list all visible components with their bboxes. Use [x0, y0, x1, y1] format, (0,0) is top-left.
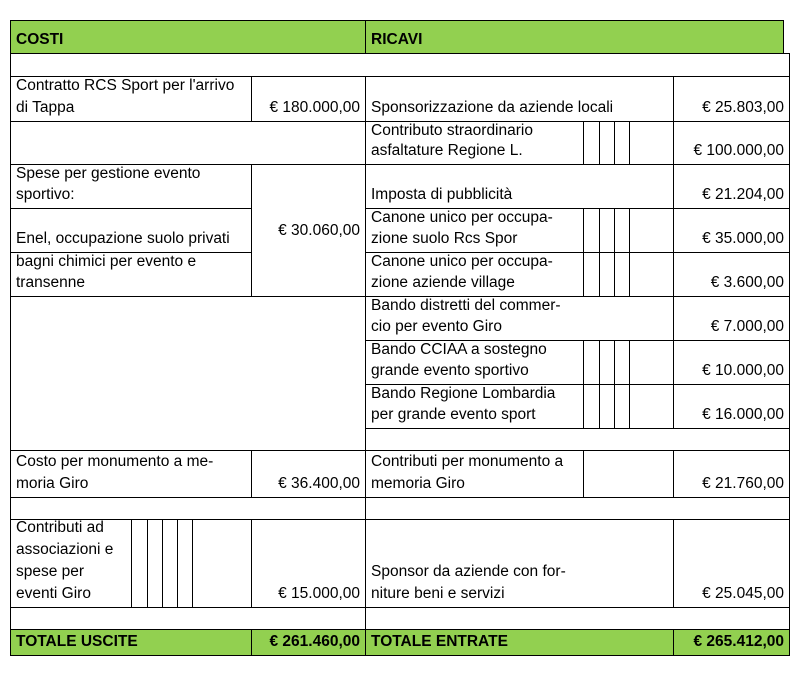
rev-canone-rcs-label-line2: zione suolo Rcs Spor	[371, 230, 518, 247]
rev-forniture-label-line2: niture beni e servizi	[371, 585, 505, 602]
cost-contributi-blank-cols	[131, 519, 252, 608]
rev-canone-rcs-label-cell	[365, 208, 584, 253]
cost-empty-block-2	[10, 296, 366, 451]
spacer-row-3-left	[10, 607, 366, 630]
cost-monumento-label-cell	[10, 450, 252, 498]
rev-forniture-amount: € 25.045,00	[702, 585, 784, 602]
cost-empty-block-1	[10, 121, 366, 165]
rev-asfalt-amount-cell	[673, 121, 790, 165]
cost-rcs-amount-cell	[251, 76, 366, 122]
spacer-row	[10, 53, 790, 77]
rev-bando-cciaa-label-line1: Bando CCIAA a sostegno	[371, 341, 547, 358]
cost-contributi-label-cell	[10, 519, 132, 608]
cost-gestione-label-line1: Spese per gestione evento	[16, 165, 201, 182]
rev-forniture-label-line1: Sponsor da aziende con for-	[371, 563, 566, 580]
header-ricavi: RICAVI	[371, 31, 423, 48]
rev-imposta-amount: € 21.204,00	[702, 186, 784, 203]
rev-bando-cciaa-label-line2: grande evento sportivo	[371, 362, 529, 379]
cost-contributi-label-line4: eventi Giro	[16, 585, 91, 602]
rev-bando-distretti-label-line2: cio per evento Giro	[371, 318, 502, 335]
rev-canone-village-amount: € 3.600,00	[710, 274, 784, 291]
cost-rcs-label-line2: di Tappa	[16, 99, 75, 116]
rev-monumento-label-cell	[365, 450, 584, 498]
rev-monumento-amount: € 21.760,00	[702, 475, 784, 492]
cost-contributi-label-line3: spese per	[16, 563, 85, 580]
rev-asfalt-label-cell	[365, 121, 584, 165]
spacer-row-2-right	[365, 497, 790, 520]
rev-canone-village-amount-cell	[673, 252, 790, 297]
rev-canone-village-label-line2: zione aziende village	[371, 274, 515, 291]
total-uscite-amount: € 261.460,00	[269, 633, 360, 650]
cost-contributi-amount-cell	[251, 519, 366, 608]
total-entrate-label: TOTALE ENTRATE	[371, 633, 508, 650]
total-uscite-label: TOTALE USCITE	[16, 633, 138, 650]
rev-canone-rcs-amount: € 35.000,00	[702, 230, 784, 247]
header-costi: COSTI	[16, 31, 64, 48]
rev-monumento-blank-cols	[583, 450, 674, 498]
rev-asfalt-amount: € 100.000,00	[693, 142, 784, 159]
rev-asfalt-label-line2: asfaltature Regione L.	[371, 142, 523, 159]
rev-monumento-label-line2: memoria Giro	[371, 475, 465, 492]
total-entrate-amount: € 265.412,00	[693, 633, 784, 650]
cost-contributi-label-line1: Contributi ad	[16, 519, 104, 536]
header-ricavi-cell	[365, 20, 784, 54]
rev-canone-village-label-line1: Canone unico per occupa-	[371, 253, 553, 270]
cost-enel-label-cell	[10, 208, 252, 253]
rev-forniture-amount-cell	[673, 519, 790, 608]
cost-rcs-label-line1: Contratto RCS Sport per l'arrivo	[16, 77, 235, 94]
total-entrate-label-cell	[365, 629, 674, 656]
rev-sponsor-locali-label: Sponsorizzazione da aziende locali	[371, 99, 614, 116]
header-costi-cell	[10, 20, 366, 54]
rev-imposta-amount-cell	[673, 164, 790, 209]
rev-canone-village-blank-cols	[583, 252, 674, 297]
cost-monumento-amount: € 36.400,00	[278, 475, 360, 492]
cost-rcs-label-cell	[10, 76, 252, 122]
rev-forniture-label-cell	[365, 519, 674, 608]
total-uscite-amount-cell	[251, 629, 366, 656]
rev-bando-regione-label-line2: per grande evento sport	[371, 406, 536, 423]
cost-rcs-amount: € 180.000,00	[269, 99, 360, 116]
rev-imposta-label-cell	[365, 164, 674, 209]
rev-canone-rcs-label-line1: Canone unico per occupa-	[371, 209, 553, 226]
total-uscite-label-cell	[10, 629, 252, 656]
rev-sponsor-locali-amount-cell	[673, 76, 790, 122]
rev-bando-cciaa-amount-cell	[673, 340, 790, 385]
cost-gestione-amount: € 30.060,00	[278, 221, 360, 239]
rev-bando-regione-amount: € 16.000,00	[702, 406, 784, 423]
spacer-row-3-right	[365, 607, 790, 630]
cost-monumento-label-line2: moria Giro	[16, 475, 89, 492]
rev-bando-distretti-label-line1: Bando distretti del commer-	[371, 297, 561, 314]
cost-gestione-amount-cell	[251, 164, 366, 297]
rev-asfalt-blank-cols	[583, 121, 674, 165]
cost-gestione-label-line2: sportivo:	[16, 186, 75, 203]
rev-bando-regione-label-line1: Bando Regione Lombardia	[371, 385, 556, 402]
rev-canone-rcs-amount-cell	[673, 208, 790, 253]
rev-sponsor-locali-amount: € 25.803,00	[702, 99, 784, 116]
rev-empty-block-1	[365, 428, 790, 451]
rev-bando-cciaa-blank-cols	[583, 340, 674, 385]
rev-monumento-amount-cell	[673, 450, 790, 498]
cost-monumento-amount-cell	[251, 450, 366, 498]
rev-bando-distretti-amount-cell	[673, 296, 790, 341]
rev-canone-village-label-cell	[365, 252, 584, 297]
cost-contributi-label-line2: associazioni e	[16, 541, 114, 558]
rev-imposta-label: Imposta di pubblicità	[371, 186, 513, 203]
cost-bagni-label-cell	[10, 252, 252, 297]
rev-bando-distretti-amount: € 7.000,00	[710, 318, 784, 335]
rev-sponsor-locali-label-cell	[365, 76, 674, 122]
cost-gestione-label-cell	[10, 164, 252, 209]
cost-bagni-label-line1: bagni chimici per evento e	[16, 253, 197, 270]
cost-enel-label: Enel, occupazione suolo privati	[16, 230, 230, 247]
rev-bando-cciaa-label-cell	[365, 340, 584, 385]
total-entrate-amount-cell	[673, 629, 790, 656]
rev-bando-regione-blank-cols	[583, 384, 674, 429]
rev-bando-regione-amount-cell	[673, 384, 790, 429]
rev-monumento-label-line1: Contributi per monumento a	[371, 453, 564, 470]
rev-bando-distretti-label-cell	[365, 296, 674, 341]
rev-bando-regione-label-cell	[365, 384, 584, 429]
cost-contributi-amount: € 15.000,00	[278, 585, 360, 602]
cost-bagni-label-line2: transenne	[16, 274, 85, 291]
rev-bando-cciaa-amount: € 10.000,00	[702, 362, 784, 379]
rev-asfalt-label-line1: Contributo straordinario	[371, 122, 533, 139]
cost-monumento-label-line1: Costo per monumento a me-	[16, 453, 214, 470]
rev-canone-rcs-blank-cols	[583, 208, 674, 253]
